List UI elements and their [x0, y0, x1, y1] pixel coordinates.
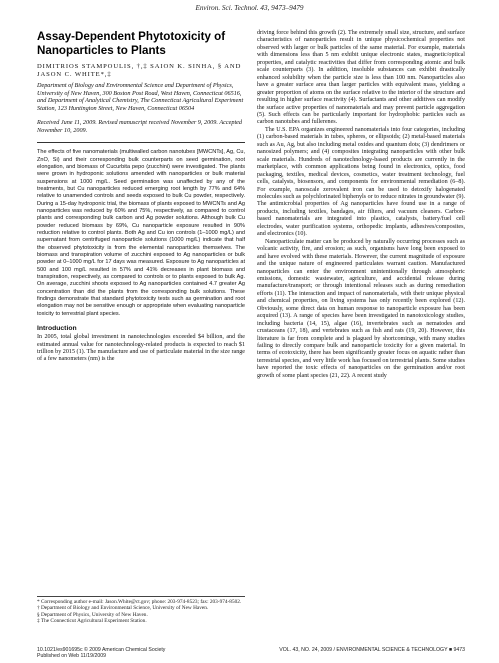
abstract: The effects of five nanomaterials (multiwalled carbon nanotubes [MWCNTs], Ag, Cu, ZnO, Si) and their corresponding bulk counterparts on seed germination, root elongation, and biomass of Cucurbita pepo (zucchini) were investigated. The plants were grown in hydroponic solutions amended with nanoparticles or bulk material suspensions at 1000 mg/L. Seed germination was unaffected by any of the treatments, but Cu nanoparticles reduced emerging root length by 77% and 64% relative to unamended controls and seeds exposed to bulk Cu powder, respectively. During a 15-day hydroponic trial, the biomass of plants exposed to MWCNTs and Ag nanoparticles was reduced by 60% and 75%, respectively, as compared to control plants and corresponding bulk carbon and Ag powder solutions. Although bulk Cu powder reduced biomass by 69%, Cu nanoparticle exposure resulted in 90% reduction relative to control plants. Both Ag and Cu ion controls (1–1000 mg/L) and supernatant from centrifuged nanoparticle solutions (1000 mg/L) indicate that half the observed phytotoxicity is from the elemental nanoparticles themselves. The biomass and transpiration volume of zucchini exposed to Ag nanoparticles or bulk powder at 0–1000 mg/L for 17 days was measured. Exposure to Ag nanoparticles at 500 and 100 mg/L resulted in 57% and 41% decreases in plant biomass and transpiration, respectively, as compared to controls or to plants exposed to bulk Ag. On average, zucchini shoots exposed to Ag nanoparticles contained 4.7 greater Ag concentration than did the plants from the corresponding bulk solutions. These findings demonstrate that standard phytotoxicity tests such as germination and root elongation may not be sensitive enough or appropriate when evaluating nanoparticle toxicity to terrestrial plant species.	[37, 149, 245, 317]
right-column	[257, 30, 465, 380]
left-column	[37, 30, 245, 364]
affiliations: Department of Biology and Environmental Science and Department of Physics, University of New Haven, 300 Boston Post Road, West Haven, Connecticut 06516, and Department of Analytical Chemistry, The Connecticut Agricultural Experiment Station, 123 Huntington Street, New Haven, Connecticut 06504	[37, 82, 244, 113]
footnote-dept-biology: † Department of Biology and Environmental Science, University of New Haven.	[37, 605, 209, 612]
footnote-dept-physics: § Department of Physics, University of New Haven.	[37, 611, 148, 618]
body-paragraph-1: driving force behind this growth (2). The extremely small size, structure, and surface characteristics of nanoparticles result in unique physicochemical properties not observed with larger or bulk particles of the same material. For example, materials with dimensions less than 5 nm exhibit unique electronic states, magnetic/optical properties, and catalytic reactivities that differ from corresponding atomic and bulk scale counterparts (3). In addition, insoluble substances can exhibit drastically enhanced solubility when the particle size is less than 100 nm. Nanoparticles also have a greater surface area than larger particles with equivalent mass, yielding a greater proportion of atoms on the surface relative to the interior of the structure and resulting in higher surface reactivity (4). Surfactants and other additives can modify the surface active properties of nanomaterials and may prevent particle aggregation (5). Such effects can be particularly important for hydrophobic particles such as carbon nanotubes and fullerenes.	[257, 30, 465, 126]
article-title: Assay-Dependent Phytotoxicity of Nanoparticles to Plants	[37, 30, 226, 57]
publication-date: Published on Web 11/19/2009	[37, 653, 107, 659]
body-paragraph-3: Nanoparticulate matter can be produced by naturally occurring processes such as volcanic activity, fire, and erosion; as such, organisms have long been exposed to and have evolved with these materials. However, the current magnitude of exposure and the unique nature of engineered particulates warrant caution. Manufactured nanoparticles can enter the environment unintentionally through atmospheric emissions, domestic wastewater, agriculture, and accidental release during manufacture/transport; or through intentional releases such as during remediation efforts (11). The interaction and impact of nanomaterials, with their unique physical and chemical properties, on living systems has only recently been explored (12). Obviously, some direct data on human response to nanoparticle exposure has been acquired (13). A range of species have been investigated in nanotoxicology studies, including bacteria (14, 15), algae (16), invertebrates such as nematodes and crustaceans (17, 18), and vertebrates such as fish and rats (19, 20). However, this literature is far from complete and is plagued by shortcomings, with many studies failing to directly compare bulk and nanoparticle toxicity for a given material. In terms of ecotoxicity, there has been significantly greater focus on aquatic rather than terrestrial species, and very little work has focused on terrestrial plants. Some studies have reported the toxic effects of nanoparticles on the germination and/or root growth of some plant species (21, 22). A recent study	[257, 238, 465, 379]
intro-paragraph: In 2005, total global investment in nanotechnologies exceeded $4 billion, and the estimated annual value for nanotechnology-related products is expected to reach $1 trillion by 2015 (1). The manufacture and use of particulate material in the size range of a few nanometers (nm) is the	[37, 334, 245, 363]
page-footer	[37, 647, 465, 659]
intro-heading: Introduction	[37, 325, 77, 333]
body-paragraph-2: The U.S. EPA organizes engineered nanomaterials into four categories, including (1) carbon-based materials in tubes, spheres, or ellipsoids; (2) metal-based materials such as Au, Ag, but also including metal oxides and quantum dots; (3) dendrimers or nanosized polymers; and (4) composites integrating nanoparticles with other bulk scale materials. Hundreds of nanotechnology-based products are currently in the marketplace, with common applications being found in electronics, optics, food packaging, textiles, medical devices, cosmetics, water treatment technology, fuel cells, catalysts, biosensors, and components for environmental remediation (6–8). For example, nanoscale zerovalent iron can be used to detoxify halogenated molecules such as polychlorinated biphenyls or to reduce nitrates in groundwater (9). The antimicrobial properties of Ag nanoparticles have found use in a range of products, including textiles, bandages, air filters, and vacuum cleaners. Carbon-based nanomaterials are integrated into plastics, catalysts, battery/fuel cell electrodes, water purification systems, orthopedic implants, adhesives/composites, and electronics (10).	[257, 126, 465, 238]
doi-copyright: 10.1021/es901695c © 2009 American Chemical Society	[37, 647, 166, 653]
running-head: Environ. Sci. Technol. 43, 9473–9479	[195, 4, 304, 12]
journal-volume-page: VOL. 43, NO. 24, 2009 / ENVIRONMENTAL SCIENCE & TECHNOLOGY ■ 9473	[279, 647, 465, 653]
footnote-corresponding: * Corresponding author e-mail: Jason.White@ct.gov; phone: 203-974-8523; fax: 203-974-8502.	[37, 599, 242, 605]
abstract-divider	[37, 142, 245, 143]
footnote-caes: ‡ The Connecticut Agricultural Experiment Station.	[37, 618, 147, 625]
received-dates: Received June 11, 2009. Revised manuscript received November 9, 2009. Accepted November 10, 2009.	[37, 118, 243, 134]
author-list: DIMITRIOS STAMPOULIS, †,‡ SAION K. SINHA, § AND JASON C. WHITE*,‡	[37, 63, 242, 78]
footnotes	[37, 596, 245, 625]
